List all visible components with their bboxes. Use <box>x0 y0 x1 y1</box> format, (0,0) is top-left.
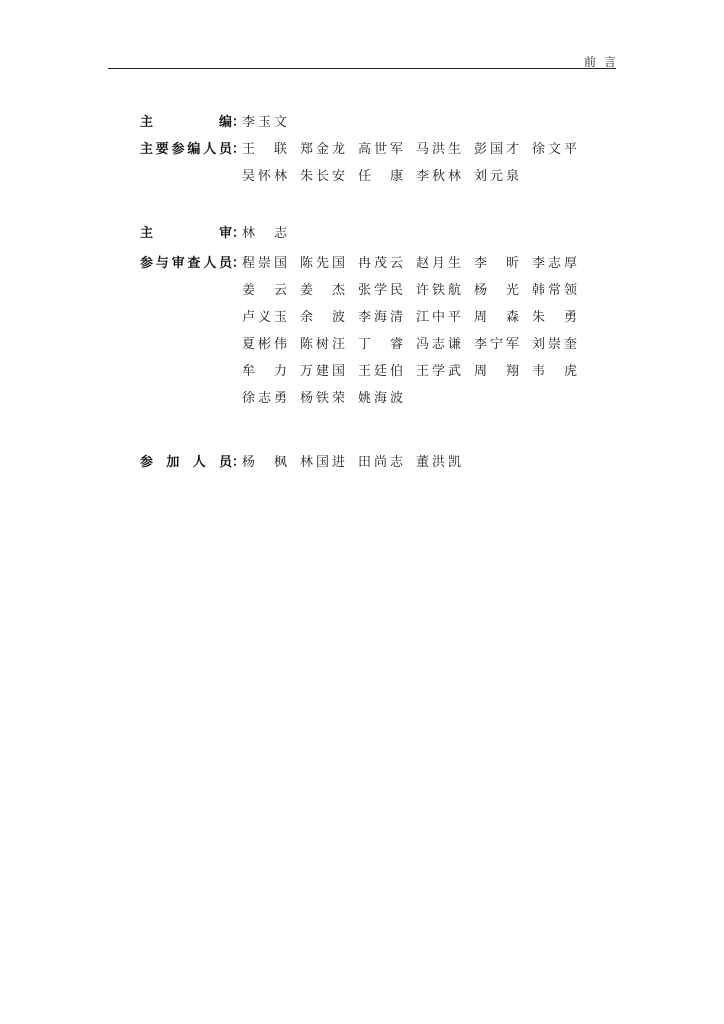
person-name: 丁 睿 <box>358 337 403 352</box>
person-name: 马洪生 <box>416 142 461 157</box>
person-name: 冯志谦 <box>416 337 461 352</box>
name-list <box>242 256 590 272</box>
role-label-char: 人 <box>192 455 206 470</box>
role-label-colon: ： <box>232 455 246 470</box>
credit-row <box>140 283 590 310</box>
person-name: 李海清 <box>358 310 403 325</box>
person-name: 陈先国 <box>300 256 345 271</box>
role-label-char: 员 <box>218 455 232 470</box>
person-name: 李宁军 <box>474 337 519 352</box>
name-list <box>242 391 416 407</box>
name-list <box>242 115 300 131</box>
name-list <box>242 283 590 299</box>
person-name: 李志厚 <box>532 256 577 271</box>
person-name: 姚海波 <box>358 391 403 406</box>
credit-row <box>140 391 590 418</box>
person-name: 姜 杰 <box>300 283 345 298</box>
name-list <box>242 337 590 353</box>
role-label-char: 加 <box>166 455 180 470</box>
role-label-char: 人 <box>203 142 217 157</box>
role-label-text <box>140 115 232 131</box>
credit-row <box>140 142 590 169</box>
name-list <box>242 226 300 242</box>
person-name: 任 康 <box>358 169 403 184</box>
role-label-char: 参 <box>171 142 185 157</box>
role-label-colon: ： <box>232 256 246 271</box>
role-label-text <box>140 256 232 272</box>
person-name: 程崇国 <box>242 256 287 271</box>
person-name: 朱长安 <box>300 169 345 184</box>
credit-row <box>140 115 590 142</box>
person-name: 杨 光 <box>474 283 519 298</box>
role-label-char: 人 <box>203 256 217 271</box>
person-name: 卢义玉 <box>242 310 287 325</box>
person-name: 牟 力 <box>242 364 287 379</box>
role-label-text <box>140 455 232 471</box>
credit-section <box>140 142 590 196</box>
credit-row <box>140 310 590 337</box>
person-name: 韦 虎 <box>532 364 577 379</box>
name-list <box>242 169 532 185</box>
role-label-colon: ： <box>232 115 246 130</box>
role-label-char: 主 <box>140 226 154 241</box>
person-name: 王廷伯 <box>358 364 403 379</box>
person-name: 刘崇奎 <box>532 337 577 352</box>
credit-section <box>140 256 590 418</box>
person-name: 杨铁荣 <box>300 391 345 406</box>
person-name: 万建国 <box>300 364 345 379</box>
name-list <box>242 310 590 326</box>
credit-section <box>140 226 590 253</box>
role-label <box>140 455 246 471</box>
role-label-text <box>140 226 232 242</box>
credit-row <box>140 337 590 364</box>
person-name: 李秋林 <box>416 169 461 184</box>
person-name: 李 昕 <box>474 256 519 271</box>
person-name: 田尚志 <box>358 455 403 470</box>
role-label-colon: ： <box>232 142 246 157</box>
role-label-char: 编 <box>218 115 232 130</box>
name-list <box>242 455 474 471</box>
role-label-char: 与 <box>155 256 169 271</box>
person-name: 林 志 <box>242 226 287 241</box>
person-name: 徐文平 <box>532 142 577 157</box>
person-name: 江中平 <box>416 310 461 325</box>
role-label <box>140 256 246 272</box>
person-name: 周 翔 <box>474 364 519 379</box>
person-name: 高世军 <box>358 142 403 157</box>
person-name: 刘元泉 <box>474 169 519 184</box>
person-name: 李玉文 <box>242 115 287 130</box>
person-name: 朱 勇 <box>532 310 577 325</box>
role-label-char: 员 <box>218 142 232 157</box>
credit-section <box>140 115 590 142</box>
role-label-char: 编 <box>187 142 201 157</box>
person-name: 陈树汪 <box>300 337 345 352</box>
person-name: 王学武 <box>416 364 461 379</box>
person-name: 夏彬伟 <box>242 337 287 352</box>
role-label-char: 查 <box>187 256 201 271</box>
name-list <box>242 142 590 158</box>
person-name: 杨 枫 <box>242 455 287 470</box>
running-header-title: 前言 <box>583 55 624 69</box>
role-label-char: 参 <box>140 256 154 271</box>
person-name: 姜 云 <box>242 283 287 298</box>
role-label <box>140 226 246 242</box>
person-name: 彭国才 <box>474 142 519 157</box>
person-name: 周 森 <box>474 310 519 325</box>
person-name: 董洪凯 <box>416 455 461 470</box>
person-name: 赵月生 <box>416 256 461 271</box>
role-label-text <box>140 142 232 158</box>
person-name: 张学民 <box>358 283 403 298</box>
person-name: 林国进 <box>300 455 345 470</box>
person-name: 王 联 <box>242 142 287 157</box>
credit-row <box>140 256 590 283</box>
person-name: 余 波 <box>300 310 345 325</box>
role-label-char: 参 <box>140 455 154 470</box>
credit-row <box>140 169 590 196</box>
person-name: 吴怀林 <box>242 169 287 184</box>
person-name: 郑金龙 <box>300 142 345 157</box>
person-name: 徐志勇 <box>242 391 287 406</box>
role-label-char: 要 <box>155 142 169 157</box>
credit-row <box>140 364 590 391</box>
role-label-char: 主 <box>140 115 154 130</box>
role-label-char: 员 <box>218 256 232 271</box>
header-rule <box>108 68 616 69</box>
credit-row <box>140 455 590 482</box>
credit-section <box>140 455 590 482</box>
person-name: 冉茂云 <box>358 256 403 271</box>
role-label <box>140 115 246 131</box>
person-name: 许铁航 <box>416 283 461 298</box>
role-label <box>140 142 246 158</box>
role-label-char: 审 <box>218 226 232 241</box>
role-label-char: 主 <box>140 142 154 157</box>
person-name: 韩常领 <box>532 283 577 298</box>
credit-row <box>140 226 590 253</box>
role-label-char: 审 <box>171 256 185 271</box>
role-label-colon: ： <box>232 226 246 241</box>
name-list <box>242 364 590 380</box>
